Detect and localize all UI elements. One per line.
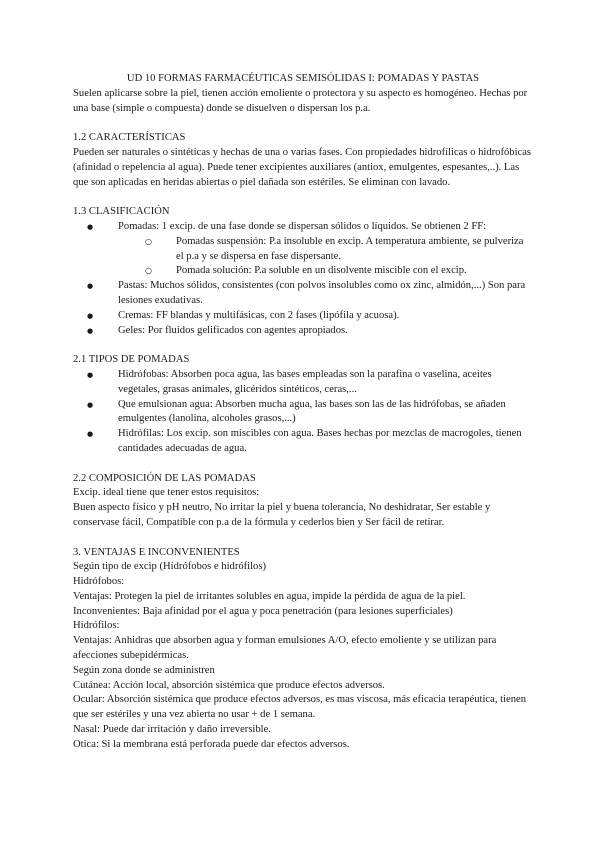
list-item-text: Pomadas: 1 excip. de una fase donde se dispersan sólidos o líquidos. Se obtienen 2 FF: xyxy=(118,220,487,232)
spacer xyxy=(73,457,533,472)
spacer xyxy=(73,531,533,546)
list-item: ● Que emulsionan agua: Absorben mucha agua, las bases son las de las hidrófobas, se añaden emulgentes (lanolina, alcoholes grasos,...) xyxy=(87,398,533,428)
sublist-item: ○ Pomadas suspensión: P.a insoluble en excip. A temperatura ambiente, se pulveriza el p.a y se dispersa en fase dispersante. xyxy=(145,235,533,265)
ventajas-line: Otica: Si la membrana está perforada puede dar efectos adversos. xyxy=(73,738,350,750)
section-heading-ventajas: 3. VENTAJAS E INCONVENIENTES xyxy=(73,546,240,558)
tipos-list xyxy=(73,368,533,457)
spacer xyxy=(73,338,533,353)
ventajas-line: Hidrófilos: xyxy=(73,620,120,632)
ventajas-line: Hidrófobos: xyxy=(73,576,125,588)
ventajas-line: Ventajas: Anhidras que absorben agua y forman emulsiones A/O, efecto emoliente y se utilizan para afecciones subepidérmicas. xyxy=(73,635,497,662)
ventajas-line: Según tipo de excip (Hidrófobos e hidrófilos) xyxy=(73,561,267,573)
sublist-item: ○ Pomada solución: P.a soluble en un disolvente miscible con el excip. xyxy=(145,264,533,279)
ventajas-line: Ocular: Absorción sistémica que produce efectos adversos, es mas viscosa, más eficacia terapéutica, tienen que ser estériles y una vez abierta no usar + de 1 semana. xyxy=(73,694,527,721)
ventajas-line: Cutánea: Acción local, absorción sistémica que produce efectos adversos. xyxy=(73,679,385,691)
section-heading-caracteristicas: 1.2 CARACTERÍSTICAS xyxy=(73,132,186,144)
list-item xyxy=(87,220,533,279)
document-title: UD 10 FORMAS FARMACÉUTICAS SEMISÓLIDAS I: POMADAS Y PASTAS xyxy=(126,73,480,84)
spacer xyxy=(73,190,533,205)
list-item: ● Pastas: Muchos sólidos, consistentes (con polvos insolubles como ox zinc, almidón,...) Son para lesiones exudativas. xyxy=(87,279,533,309)
list-item: ● Cremas: FF blandas y multifásicas, con 2 fases (lipófila y acuosa). xyxy=(87,309,533,324)
section-heading-clasificacion: 1.3 CLASIFICACIÓN xyxy=(73,206,170,218)
list-item: ● Geles: Por fluidos gelificados con agentes apropiados. xyxy=(87,324,533,339)
ventajas-line: Según zona donde se administren xyxy=(73,664,215,676)
ventajas-line: Ventajas: Protegen la piel de irritantes solubles en agua, impide la pérdida de agua de la piel. xyxy=(73,590,466,602)
ventajas-line: Nasal: Puede dar irritación y daño irreversible. xyxy=(73,724,271,736)
document-page xyxy=(73,72,533,753)
section-heading-tipos: 2.1 TIPOS DE POMADAS xyxy=(73,354,190,366)
ventajas-line: Inconvenientes: Baja afinidad por el agua y poca penetración (para lesiones superficiales) xyxy=(73,605,453,617)
list-item: ● Hidrófobas: Absorben poca agua, las bases empleadas son la parafina o vaselina, aceites vegetales, grasas animales, glicéridos sintéticos, ceras,... xyxy=(87,368,533,398)
section-heading-composicion: 2.2 COMPOSICIÓN DE LAS POMADAS xyxy=(73,472,256,484)
clasificacion-list xyxy=(73,220,533,338)
pomadas-sublist xyxy=(118,235,533,279)
intro-paragraph: Suelen aplicarse sobre la piel, tienen acción emoliente o protectora y su aspecto es homogéneo. Hechas por una base (simple o compuesta) donde se disuelven o dispersan los p.a. xyxy=(73,87,528,114)
caracteristicas-paragraph: Pueden ser naturales o sintéticas y hechas de una o varias fases. Con propiedades hidrofílicas o hidrofóbicas (afinidad o repelencia al agua). Puede tener excipientes auxiliares (antiox, emulgentes, espesantes,..). Las que son aplicadas en heridas abiertas o piel dañada son estériles. Se eliminan con lavado. xyxy=(73,146,532,188)
list-item: ● Hidrófilas: Los excip. son miscibles con agua. Bases hechas por mezclas de macrogoles, tienen cantidades adecuadas de agua. xyxy=(87,427,533,457)
composicion-line: Buen aspecto físico y pH neutro, No irritar la piel y buena tolerancia, No deshidratar, Ser estable y conservase fácil, Compatible con p.a de la fórmula y cederlos bien y Ser fácil de retirar. xyxy=(73,502,491,528)
composicion-line: Excip. ideal tiene que tener estos requisitos: xyxy=(73,487,260,499)
spacer xyxy=(73,116,533,131)
